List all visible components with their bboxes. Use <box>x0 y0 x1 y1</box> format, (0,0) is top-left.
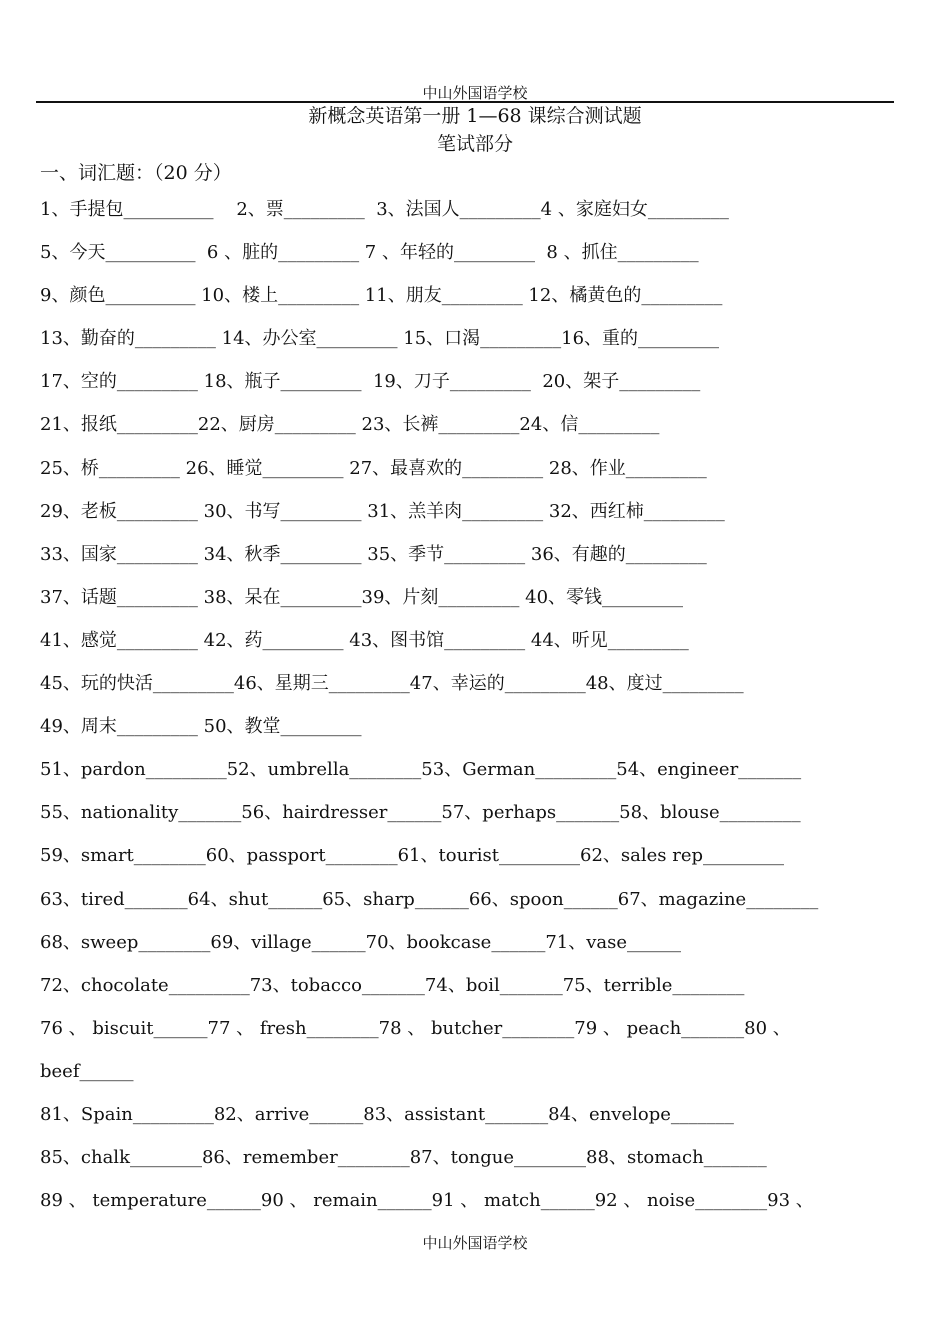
vocab-row-text: 85、chalk________86、remember________87、tongue________88、stomach_______ <box>40 1147 767 1169</box>
vocab-row-text: 59、smart________60、passport________61、tourist_________62、sales rep_________ <box>40 845 785 867</box>
page-header: 中山外国语学校 <box>422 84 528 102</box>
vocab-row <box>40 712 900 755</box>
vocab-row <box>40 454 900 497</box>
vocab-row-text: 49、周末_________ 50、教堂_________ <box>40 716 362 738</box>
vocab-row <box>40 885 900 928</box>
vocab-row <box>40 1100 900 1143</box>
vocab-row-text: 17、空的_________ 18、瓶子_________ 19、刀子_________ 20、架子_________ <box>40 371 701 393</box>
vocab-row-text: 21、报纸_________22、厨房_________ 23、长裤_________24、信_________ <box>40 414 660 436</box>
vocab-row-text: 9、颜色__________ 10、楼上_________ 11、朋友_________ 12、橘黄色的_________ <box>40 285 723 307</box>
vocab-row <box>40 410 900 453</box>
vocab-row-text: 45、玩的快活_________46、星期三_________47、幸运的_________48、度过_________ <box>40 673 744 695</box>
vocab-row-text: 33、国家_________ 34、秋季_________ 35、季节_________ 36、有趣的_________ <box>40 543 707 565</box>
vocab-row <box>40 367 900 410</box>
vocab-row-text: 76 、 biscuit______77 、 fresh________78 、 butcher________79 、 peach_______80 、 <box>40 1017 791 1039</box>
vocab-row <box>40 928 900 971</box>
vocab-row-text: 13、勤奋的_________ 14、办公室_________ 15、口渴_________16、重的_________ <box>40 328 720 350</box>
vocab-row <box>40 1143 900 1186</box>
vocab-row <box>40 540 900 583</box>
section-heading: 一、词汇题：（20 分） <box>40 162 232 184</box>
vocab-row <box>40 497 900 540</box>
vocab-row <box>40 841 900 884</box>
vocab-row-text: 68、sweep________69、village______70、bookcase______71、vase______ <box>40 931 682 953</box>
vocab-row <box>40 626 900 669</box>
vocab-row-text: 37、话题_________ 38、呆在_________39、片刻_________ 40、零钱_________ <box>40 586 684 608</box>
vocab-row-text: 72、chocolate_________73、tobacco_______74、boil_______75、terrible________ <box>40 974 745 996</box>
vocab-row-text: 25、桥_________ 26、睡觉_________ 27、最喜欢的_________ 28、作业_________ <box>40 457 707 479</box>
vocab-row-text: 29、老板_________ 30、书写_________ 31、羔羊肉_________ 32、西红柿_________ <box>40 500 725 522</box>
vocab-row <box>40 324 900 367</box>
vocab-row-text: 1、手提包__________ 2、票_________ 3、法国人_________4 、家庭妇女_________ <box>40 199 729 220</box>
vocab-row <box>40 971 900 1014</box>
vocab-row-text: 63、tired_______64、shut______65、sharp______66、spoon______67、magazine________ <box>40 888 819 910</box>
vocab-row-text: 51、pardon_________52、umbrella________53、German_________54、engineer_______ <box>40 759 802 781</box>
vocab-row <box>40 1057 900 1100</box>
page-footer: 中山外国语学校 <box>422 1234 528 1252</box>
page-title: 新概念英语第一册 1—68 课综合测试题 <box>308 105 642 127</box>
vocab-row <box>40 583 900 626</box>
vocabulary-list <box>40 195 900 1229</box>
vocab-row-text: 81、Spain_________82、arrive______83、assistant_______84、envelope_______ <box>40 1103 734 1125</box>
vocab-row-text: 55、nationality_______56、hairdresser______57、perhaps_______58、blouse_________ <box>40 802 801 824</box>
page-subtitle: 笔试部分 <box>436 133 513 155</box>
vocab-row <box>40 195 900 238</box>
vocab-row <box>40 798 900 841</box>
vocab-row <box>40 669 900 712</box>
vocab-row <box>40 281 900 324</box>
vocab-row-text: beef______ <box>40 1060 134 1082</box>
vocab-row <box>40 755 900 798</box>
vocab-row <box>40 238 900 281</box>
vocab-row <box>40 1014 900 1057</box>
vocab-row-text: 41、感觉_________ 42、药_________ 43、图书馆_________ 44、听见_________ <box>40 629 689 651</box>
vocab-row-text: 5、今天__________ 6 、脏的_________ 7 、年轻的_________ 8 、抓住_________ <box>40 242 699 264</box>
vocab-row-text: 89 、 temperature______90 、 remain______91 、 match______92 、 noise________93 、 <box>40 1190 814 1212</box>
vocab-row <box>40 1186 900 1229</box>
